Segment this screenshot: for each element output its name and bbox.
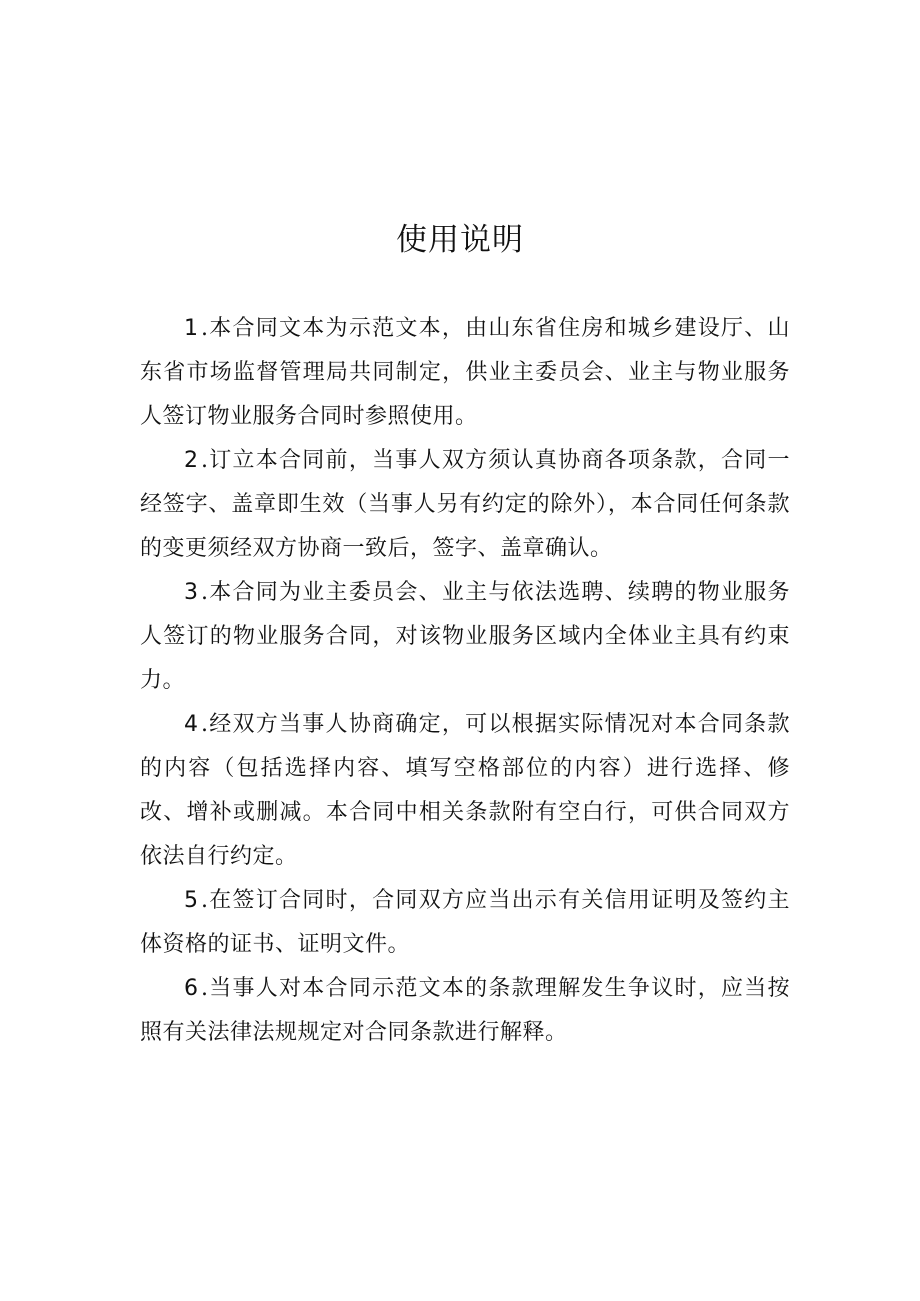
page-title: 使用说明 [396,222,524,258]
item-text: .在签订合同时，合同双方应当出示有关信用证明及签约主体资格的证书、证明文件。 [140,888,790,957]
instruction-item-4 [140,703,790,879]
instruction-item-6 [140,967,790,1055]
item-text: .本合同为业主委员会、业主与依法选聘、续聘的物业服务人签订的物业服务合同，对该物业服务区域内全体业主具有约束力。 [140,580,790,693]
item-number: 3 [184,580,201,605]
instruction-item-3 [140,571,790,703]
item-number: 1 [184,316,201,341]
item-text: .当事人对本合同示范文本的条款理解发生争议时，应当按照有关法律法规规定对合同条款进行解释。 [140,976,790,1045]
instructions-list [140,307,790,1055]
item-text: .经双方当事人协商确定，可以根据实际情况对本合同条款的内容（包括选择内容、填写空格部位的内容）进行选择、修改、增补或删减。本合同中相关条款附有空白行，可供合同双方依法自行约定。 [140,712,790,869]
instruction-item-2 [140,439,790,571]
item-text: .订立本合同前，当事人双方须认真协商各项条款，合同一经签字、盖章即生效（当事人另有约定的除外），本合同任何条款的变更须经双方协商一致后，签字、盖章确认。 [140,448,790,561]
instruction-item-1 [140,307,790,439]
instruction-item-5 [140,879,790,967]
item-number: 6 [184,976,201,1001]
item-text: .本合同文本为示范文本，由山东省住房和城乡建设厅、山东省市场监督管理局共同制定，供业主委员会、业主与物业服务人签订物业服务合同时参照使用。 [140,316,790,429]
item-number: 5 [184,888,201,913]
item-number: 2 [184,448,201,473]
item-number: 4 [184,712,201,737]
